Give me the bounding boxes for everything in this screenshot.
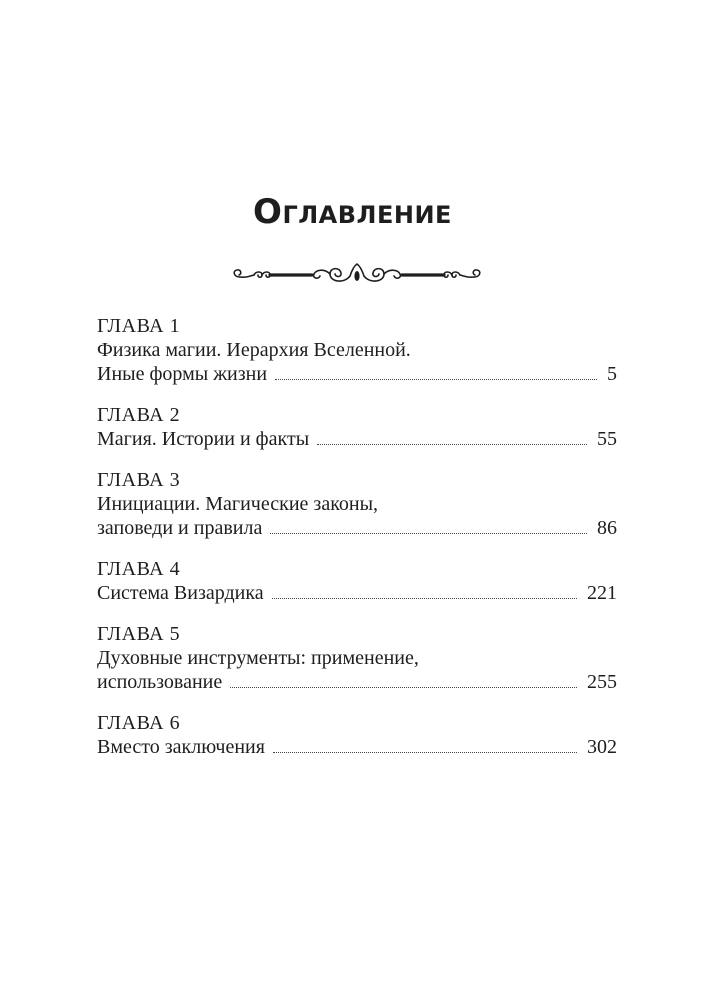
page-number: 302 xyxy=(587,736,617,758)
chapter-label: ГЛАВА 6 xyxy=(97,712,181,734)
dot-leader xyxy=(272,598,577,599)
chapter-label: ГЛАВА 3 xyxy=(97,469,181,491)
scroll-flourish-divider-icon xyxy=(226,258,488,290)
chapter-title-line: заповеди и правила xyxy=(97,517,263,539)
toc-entry xyxy=(97,622,617,694)
page-number: 86 xyxy=(597,517,617,539)
table-of-contents xyxy=(97,314,617,776)
chapter-title-row xyxy=(97,516,617,540)
chapter-title-line: использование xyxy=(97,671,223,693)
chapter-title-row xyxy=(97,670,617,694)
chapter-title-row xyxy=(97,581,617,605)
dot-leader xyxy=(317,444,587,445)
chapter-label: ГЛАВА 5 xyxy=(97,623,181,645)
toc-entry xyxy=(97,468,617,540)
chapter-title-line: Иные формы жизни xyxy=(97,363,268,385)
page-number: 5 xyxy=(607,363,617,385)
dot-leader xyxy=(230,687,577,688)
toc-entry xyxy=(97,403,617,451)
toc-entry xyxy=(97,557,617,605)
chapter-title-line: Духовные инструменты: применение, xyxy=(97,647,419,669)
chapter-label: ГЛАВА 4 xyxy=(97,558,181,580)
dot-leader xyxy=(273,752,577,753)
chapter-title-line: Магия. Истории и факты xyxy=(97,428,310,450)
chapter-title-row xyxy=(97,735,617,759)
dot-leader xyxy=(275,379,597,380)
chapter-label: ГЛАВА 2 xyxy=(97,404,181,426)
dot-leader xyxy=(270,533,587,534)
chapter-title-line: Инициации. Магические законы, xyxy=(97,493,379,515)
page-title: Оглавление xyxy=(253,192,452,232)
chapter-title-line: Вместо заключения xyxy=(97,736,265,758)
toc-entry xyxy=(97,314,617,386)
chapter-title-row xyxy=(97,362,617,386)
chapter-title-line: Система Визардика xyxy=(97,582,264,604)
chapter-label: ГЛАВА 1 xyxy=(97,315,181,337)
toc-entry xyxy=(97,711,617,759)
page-number: 255 xyxy=(587,671,617,693)
chapter-title-row xyxy=(97,427,617,451)
page-number: 55 xyxy=(597,428,617,450)
chapter-title-line: Физика магии. Иерархия Вселенной. xyxy=(97,339,411,361)
page-number: 221 xyxy=(587,582,617,604)
